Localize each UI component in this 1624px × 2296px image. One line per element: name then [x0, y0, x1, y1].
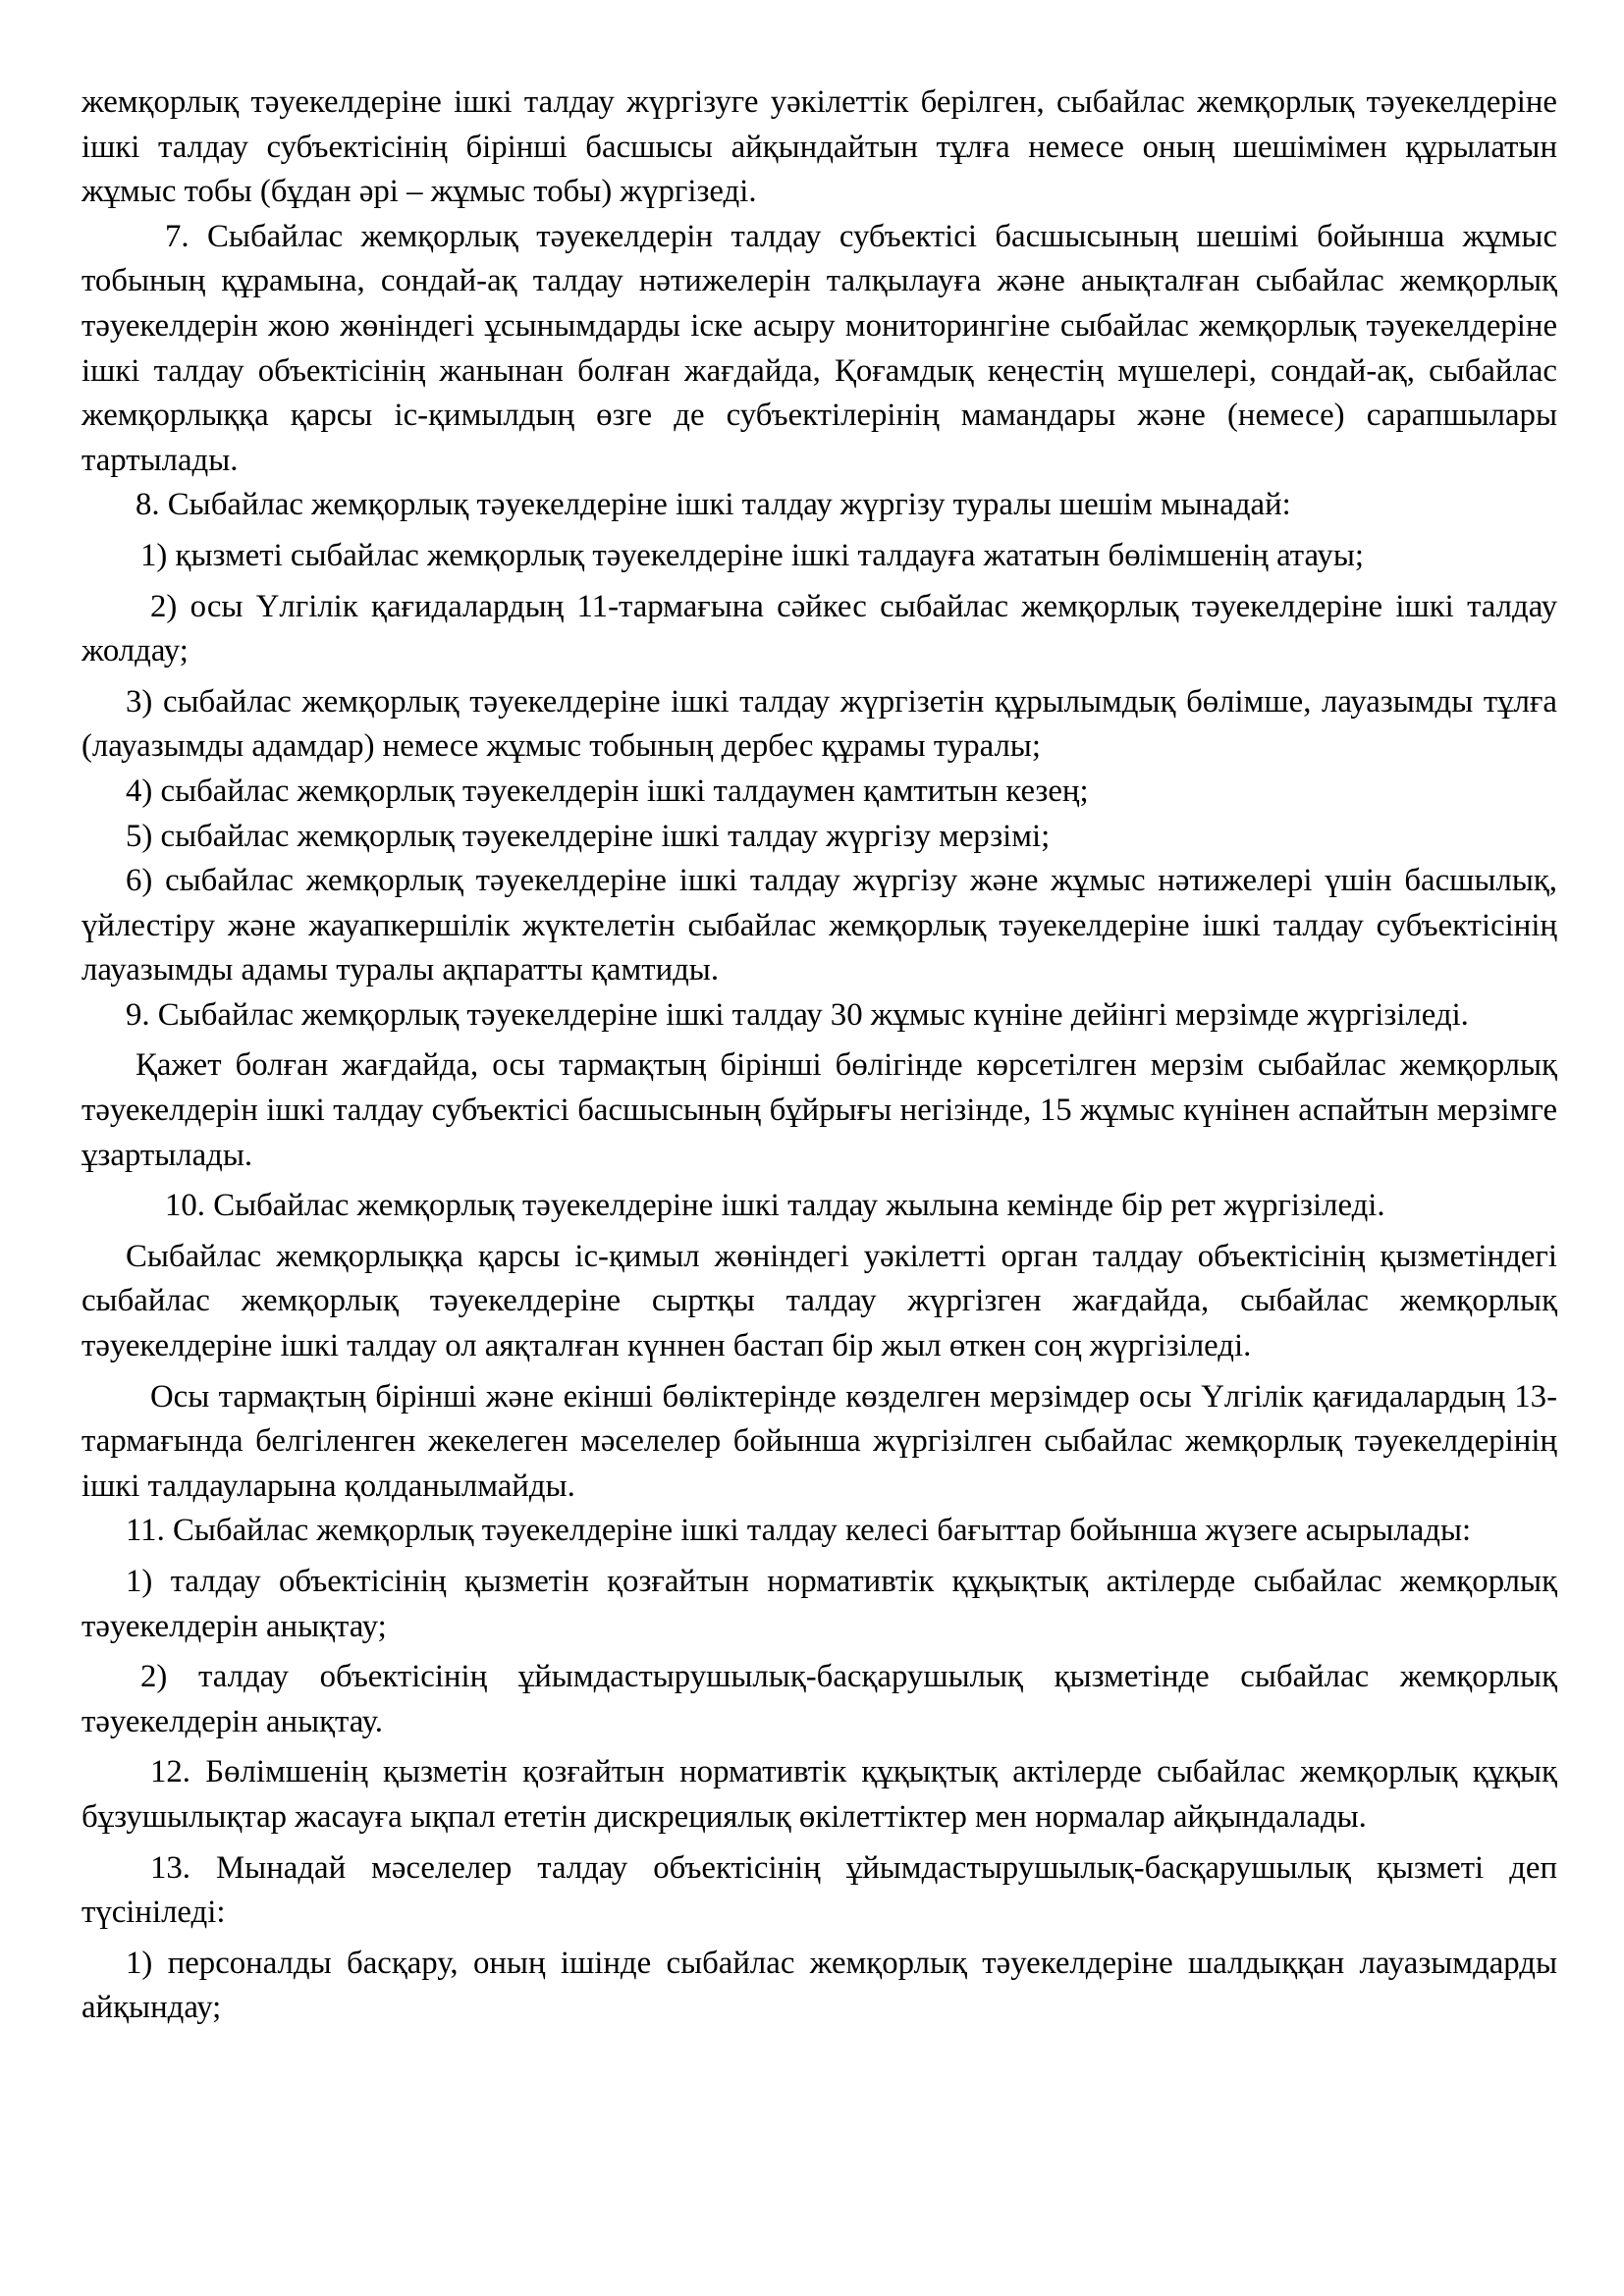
paragraph-item-12: 12. Бөлімшенің қызметін қозғайтын нормативтік құқықтық актілерде сыбайлас жемқорлық құқық бұзушылықтар жасауға ықпал ететін дискрециялық өкілеттіктер мен нормалар айқындалады. [81, 1754, 1557, 1835]
paragraph-item-10-part-3: Осы тармақтың бірінші және екінші бөліктерінде көзделген мерзімдер осы Үлгілік қағидалардың 13-тармағында белгіленген жекелеген мәселелер бойынша жүргізілген сыбайлас жемқорлық тәуекелдерінің ішкі талдауларына қолданылмайды. [81, 1378, 1557, 1504]
paragraph-item-11: 11. Сыбайлас жемқорлық тәуекелдеріне ішкі талдау келесі бағыттар бойынша жүзеге асырылады: [126, 1513, 1472, 1549]
paragraph-item-9: 9. Сыбайлас жемқорлық тәуекелдеріне ішкі талдау 30 жұмыс күніне дейінгі мерзімде жүргізіледі. [126, 996, 1469, 1033]
paragraph-item-8-6: 6) сыбайлас жемқорлық тәуекелдеріне ішкі талдау жүргізу және жұмыс нәтижелері үшін басшылық, үйлестіру және жауапкершілік жүктелетін сыбайлас жемқорлық тәуекелдеріне ішкі талдау субъектісінің лауазымды адамы туралы ақпаратты қамтиды. [81, 863, 1557, 988]
paragraph-item-8-4: 4) сыбайлас жемқорлық тәуекелдерін ішкі талдаумен қамтитын кезең; [126, 773, 1089, 809]
paragraph-item-8-1: 1) қызметі сыбайлас жемқорлық тәуекелдеріне ішкі талдауға жататын бөлімшенің атауы; [140, 537, 1364, 573]
paragraph-item-10-part-2: Сыбайлас жемқорлыққа қарсы іс-қимыл жөніндегі уәкілетті орган талдау объектісінің қызметіндегі сыбайлас жемқорлық тәуекелдеріне сыртқы талдау жүргізген жағдайда, сыбайлас жемқорлық тәуекелдеріне ішкі талдау ол аяқталған күннен бастап бір жыл өткен соң жүргізіледі. [81, 1238, 1557, 1364]
paragraph-item-13: 13. Мынадай мәселелер талдау объектісінің ұйымдастырушылық-басқарушылық қызметі деп түсініледі: [81, 1849, 1557, 1931]
paragraph-item-7: 7. Сыбайлас жемқорлық тәуекелдерін талдау субъектісі басшысының шешімі бойынша жұмыс тобының құрамына, сондай-ақ талдау нәтижелерін талқылауға және анықталған сыбайлас жемқорлық тәуекелдерін жою жөніндегі ұсынымдарды іске асыру мониторингіне сыбайлас жемқорлық тәуекелдеріне ішкі талдау объектісінің жанынан болған жағдайда, Қоғамдық кеңестің мүшелері, сондай-ақ, сыбайлас жемқорлыққа қарсы іс-қимылдың өзге де субъектілерінің мамандары және (немесе) сарапшылары тартылады. [81, 218, 1557, 478]
paragraph-item-8-3: 3) сыбайлас жемқорлық тәуекелдеріне ішкі талдау жүргізетін құрылымдық бөлімше, лауазымды тұлға (лауазымды адамдар) немесе жұмыс тобының дербес құрамы туралы; [81, 683, 1557, 765]
paragraph-item-11-2: 2) талдау объектісінің ұйымдастырушылық-басқарушылық қызметінде сыбайлас жемқорлық тәуекелдерін анықтау. [81, 1659, 1557, 1739]
paragraph-item-13-1: 1) персоналды басқару, оның ішінде сыбайлас жемқорлық тәуекелдеріне шалдыққан лауазымдарды айқындау; [81, 1945, 1557, 2026]
paragraph-continuation: жемқорлық тәуекелдеріне ішкі талдау жүргізуге уәкілеттік берілген, сыбайлас жемқорлық тәуекелдеріне ішкі талдау субъектісінің бірінші басшысы айқындайтын тұлға немесе оның шешімімен құрылатын жұмыс тобы (бұдан әрі – жұмыс тобы) жүргізеді. [81, 84, 1557, 210]
paragraph-item-9-part-2: Қажет болған жағдайда, осы тармақтың бірінші бөлігінде көрсетілген мерзім сыбайлас жемқорлық тәуекелдерін ішкі талдау субъектісі басшысының бұйрығы негізінде, 15 жұмыс күнінен аспайтын мерзімге ұзартылады. [81, 1047, 1557, 1173]
paragraph-item-8-2: 2) осы Үлгілік қағидалардың 11-тармағына сәйкес сыбайлас жемқорлық тәуекелдеріне ішкі талдау жолдау; [81, 588, 1557, 669]
paragraph-item-11-1: 1) талдау объектісінің қызметін қозғайтын нормативтік құқықтық актілерде сыбайлас жемқорлық тәуекелдерін анықтау; [81, 1564, 1557, 1644]
paragraph-item-8-5: 5) сыбайлас жемқорлық тәуекелдеріне ішкі талдау жүргізу мерзімі; [126, 818, 1051, 854]
document-page [81, 80, 1557, 2031]
paragraph-item-8: 8. Сыбайлас жемқорлық тәуекелдеріне ішкі талдау жүргізу туралы шешім мынадай: [135, 487, 1291, 523]
paragraph-item-10: 10. Сыбайлас жемқорлық тәуекелдеріне ішкі талдау жылына кемінде бір рет жүргізіледі. [165, 1188, 1385, 1224]
